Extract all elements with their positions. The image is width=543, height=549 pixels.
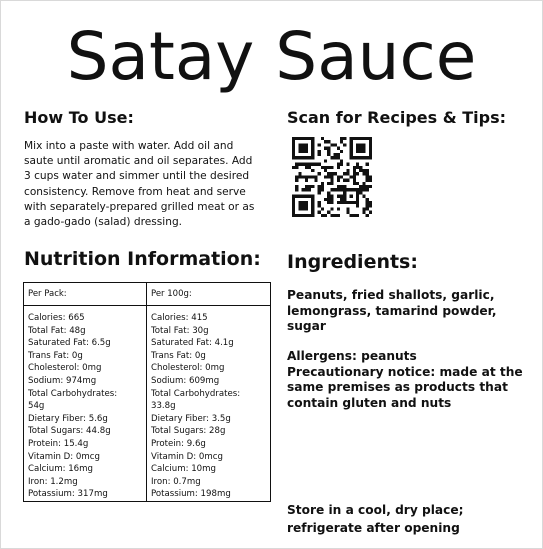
ingredients-text: Peanuts, fried shallots, garlic, lemongrass, tamarind powder, sugar — [287, 288, 497, 333]
per-100g-header: Per 100g: — [147, 283, 270, 306]
how-to-use-heading: How To Use: — [24, 108, 134, 127]
how-to-use-text: Mix into a paste with water. Add oil and saute until aromatic and oil separates. Add 3 cups water and simmer until the desired consistency. Remove from heat and serve with separately-prepared grilled meat or as a gado-gado (salad) dressing. — [24, 140, 255, 229]
nutrition-row: Saturated Fat: 4.1g — [151, 338, 234, 349]
nutrition-row: Cholesterol: 0mg — [151, 363, 225, 374]
nutrition-row: Calories: 665 — [28, 313, 85, 323]
nutrition-table — [23, 282, 271, 502]
nutrition-row: Vitamin D: 0mcg — [28, 451, 100, 462]
nutrition-row: 33.8g — [151, 401, 176, 412]
nutrition-row: Protein: 9.6g — [151, 438, 206, 449]
nutrition-row: Trans Fat: 0g — [151, 350, 206, 361]
precaution-text: Precautionary notice: made at the same premises as products that contain gluten and nuts — [287, 364, 523, 410]
nutrition-row: Calories: 415 — [151, 313, 208, 323]
nutrition-row: Trans Fat: 0g — [28, 350, 83, 361]
allergens-text: Allergens: peanuts — [287, 349, 417, 363]
per-100g-column — [147, 283, 270, 501]
nutrition-row: Dietary Fiber: 5.6g — [28, 413, 108, 424]
nutrition-row: Dietary Fiber: 3.5g — [151, 413, 231, 424]
nutrition-row: Total Carbohydrates: — [28, 388, 118, 399]
nutrition-row: Total Carbohydrates: — [151, 388, 241, 399]
nutrition-heading: Nutrition Information: — [24, 248, 261, 270]
storage-instructions: Store in a cool, dry place; refrigerate after opening — [287, 503, 464, 535]
ingredients-heading: Ingredients: — [287, 251, 418, 273]
nutrition-row: Potassium: 198mg — [151, 489, 231, 500]
product-title: Satay Sauce — [66, 18, 477, 95]
nutrition-row: Total Sugars: 28g — [151, 426, 226, 437]
nutrition-row: Sodium: 609mg — [151, 375, 220, 386]
nutrition-row: Potassium: 317mg — [28, 489, 108, 500]
nutrition-row: Protein: 15.4g — [28, 438, 89, 449]
nutrition-row: Iron: 0.7mg — [151, 476, 201, 487]
allergen-info — [287, 349, 523, 411]
per-pack-rows — [24, 306, 146, 501]
nutrition-row: Sodium: 974mg — [28, 375, 97, 386]
per-100g-rows — [147, 306, 270, 501]
nutrition-row: Iron: 1.2mg — [28, 476, 78, 487]
nutrition-row: Saturated Fat: 6.5g — [28, 338, 111, 349]
nutrition-row: 54g — [28, 401, 45, 412]
nutrition-row: Total Fat: 30g — [151, 325, 209, 336]
nutrition-row: Vitamin D: 0mcg — [151, 451, 223, 462]
qr-code-icon[interactable] — [292, 137, 372, 217]
nutrition-row: Calcium: 10mg — [151, 464, 216, 475]
nutrition-row: Cholesterol: 0mg — [28, 363, 102, 374]
nutrition-row: Total Fat: 48g — [28, 325, 86, 336]
nutrition-row: Total Sugars: 44.8g — [28, 426, 111, 437]
scan-heading: Scan for Recipes & Tips: — [287, 108, 507, 127]
per-pack-header: Per Pack: — [24, 283, 146, 306]
per-pack-column — [24, 283, 147, 501]
nutrition-row: Calcium: 16mg — [28, 464, 93, 475]
